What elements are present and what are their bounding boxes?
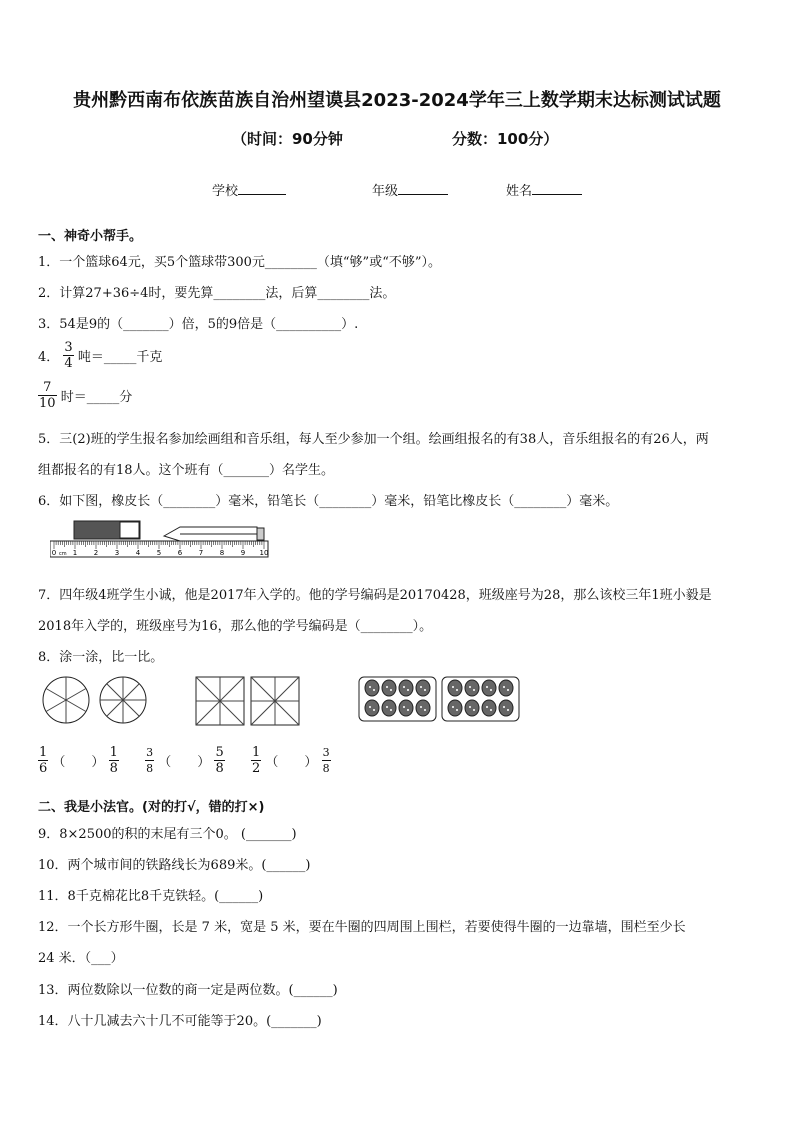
score-label: 分数：100分） <box>452 130 559 148</box>
strawberry-icon <box>365 700 379 716</box>
strawberry-icon <box>382 700 396 716</box>
section-1-heading: 一、神奇小帮手。 <box>38 229 143 244</box>
section-2-heading: 二、我是小法官。(对的打√，错的打×) <box>38 800 265 815</box>
question-13: 13．两位数除以一位数的商一定是两位数。(______) <box>38 983 338 998</box>
school-blank[interactable] <box>238 182 286 195</box>
ruler-figure <box>50 519 270 559</box>
fraction: $\frac{7}{10}$ <box>39 380 56 411</box>
fraction: $\frac{3}{8}$ <box>146 746 154 775</box>
fraction: $\frac{5}{8}$ <box>215 745 224 776</box>
fraction: $\frac{3}{4}$ <box>64 340 73 371</box>
question-5-line1: 5．三(2)班的学生报名参加绘画组和音乐组，每人至少参加一个组。绘画组报名的有38人，音乐组报名的有26人，两 <box>38 432 709 447</box>
school-label: 学校 <box>212 184 239 199</box>
time-label: （时间：90分钟 <box>232 130 343 148</box>
question-8-compare-row <box>38 745 331 776</box>
pencil-end <box>257 528 264 540</box>
name-label: 姓名 <box>506 184 533 199</box>
ruler-tick-label: 8 <box>219 549 225 557</box>
question-7-line2: 2018年入学的，班级座号为16，那么他的学号编码是（________）。 <box>38 619 433 634</box>
question-9: 9．8×2500的积的末尾有三个0。 (_______) <box>38 827 297 842</box>
question-2: 2．计算27+36÷4时，要先算________法，后算________法。 <box>38 286 396 301</box>
question-11: 11．8千克棉花比8千克铁轻。(______) <box>38 889 264 904</box>
square-eighths-2 <box>251 677 299 725</box>
question-8: 8．涂一涂，比一比。 <box>38 650 164 665</box>
question-10: 10．两个城市间的铁路线长为689米。(______) <box>38 858 311 873</box>
ruler-tick-label: 2 <box>93 549 99 557</box>
name-field <box>506 180 582 199</box>
ruler-unit-label: cm <box>59 551 67 557</box>
question-4b: $\frac{7}{10}$ 时＝_____分 <box>39 380 133 411</box>
strawberry-icon <box>448 700 462 716</box>
compare-blank[interactable]: （ ） <box>158 755 211 770</box>
strawberry-icon <box>399 700 413 716</box>
question-5-line2: 组都报名的有18人。这个班有（_______）名学生。 <box>38 463 335 478</box>
eraser-sleeve <box>120 522 139 538</box>
ruler-tick-label: 7 <box>198 549 204 557</box>
ruler-tick-label: 3 <box>114 549 120 557</box>
fraction: $\frac{3}{8}$ <box>322 746 330 775</box>
ruler-tick-label: 9 <box>240 549 246 557</box>
ruler-tick-label: 10 <box>259 549 269 557</box>
strawberry-figures <box>358 676 520 724</box>
grade-label: 年级 <box>372 184 399 199</box>
question-3: 3．54是9的（_______）倍，5的9倍是（__________）. <box>38 317 359 332</box>
question-4a: 4． $\frac{3}{4}$ 吨＝_____千克 <box>38 340 163 371</box>
strawberry-icon <box>399 680 413 696</box>
fraction: $\frac{1}{2}$ <box>252 745 261 776</box>
circle-figures <box>40 675 150 725</box>
ruler-tick-label: 6 <box>177 549 183 557</box>
fraction: $\frac{1}{8}$ <box>109 745 118 776</box>
ruler-tick-label: 0 <box>51 549 57 557</box>
fraction: $\frac{1}{6}$ <box>39 745 48 776</box>
ruler-tick-label: 5 <box>156 549 162 557</box>
question-12-line2: 24 米．（___） <box>38 951 124 966</box>
strawberry-icon <box>365 680 379 696</box>
ruler-tick-label: 4 <box>135 549 141 557</box>
strawberry-icon <box>482 680 496 696</box>
ruler-tick-label: 1 <box>72 549 78 557</box>
grade-blank[interactable] <box>398 182 448 195</box>
strawberry-icon <box>482 700 496 716</box>
question-14: 14．八十几减去六十几不可能等于20。(_______) <box>38 1014 322 1029</box>
strawberry-icon <box>499 700 513 716</box>
question-12-line1: 12．一个长方形牛圈，长是 7 米，宽是 5 米，要在牛圈的四周围上围栏，若要使得牛圈的一边靠墙，围栏至少长 <box>38 920 686 935</box>
strawberry-icon <box>416 700 430 716</box>
strawberry-icon <box>382 680 396 696</box>
strawberry-icon <box>465 680 479 696</box>
question-6: 6．如下图，橡皮长（________）毫米，铅笔长（________）毫米，铅笔比橡皮长（________）毫米。 <box>38 494 619 509</box>
question-1: 1．一个篮球64元，买5个篮球带300元________（填“够”或“不够”）。 <box>38 255 441 270</box>
page-title: 贵州黔西南布依族苗族自治州望谟县2023-2024学年三上数学期末达标测试试题 <box>73 90 721 111</box>
name-blank[interactable] <box>532 182 582 195</box>
grade-field <box>372 180 448 199</box>
strawberry-icon <box>416 680 430 696</box>
compare-blank[interactable]: （ ） <box>52 755 105 770</box>
strawberry-icon <box>499 680 513 696</box>
question-7-line1: 7．四年级4班学生小诚，他是2017年入学的。他的学号编码是20170428，班级座号为28，那么该校三年1班小毅是 <box>38 588 712 603</box>
school-field <box>212 180 286 199</box>
square-eighths-1 <box>196 677 244 725</box>
compare-blank[interactable]: （ ） <box>265 755 318 770</box>
circle-eighths <box>100 677 146 723</box>
square-figures <box>195 676 305 726</box>
circle-sixths <box>43 677 89 723</box>
strawberry-icon <box>465 700 479 716</box>
strawberry-icon <box>448 680 462 696</box>
